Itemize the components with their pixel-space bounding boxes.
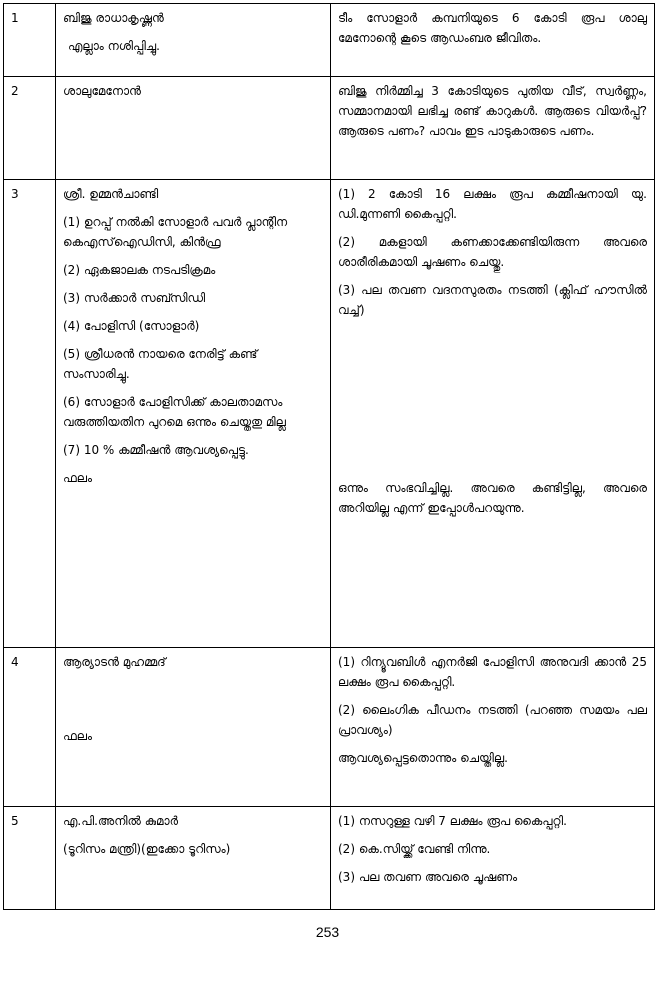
description-text: ബിജു നിർമ്മിച്ച 3 കോടിയുടെ പുതിയ വീട്, സ്വർണ്ണം, സമ്മാനമായി ലഭിച്ച രണ്ട് കാറുകൾ. ആരുടെ വിയർപ്പ്? ആരുടെ പണം? പാവം ഇട പാടുകാരുടെ പണം. (338, 84, 647, 138)
list-item: (3) സർക്കാർ സബ്സിഡി (63, 291, 206, 305)
list-item: (1) റിന്യൂവബിൾ എനർജി പോളിസി അനുവദി ക്കാൻ 25 ലക്ഷം രൂപ കൈപ്പറ്റി. (338, 655, 647, 689)
row-number: 1 (4, 4, 56, 77)
list-item: (7) 10 % കമ്മീഷൻ ആവശ്യപ്പെട്ടു. (63, 443, 249, 457)
person-cell (56, 77, 331, 180)
description-text: ടീം സോളാർ കമ്പനിയുടെ 6 കോടി രൂപ ശാലു മേനോന്റെ കൂടെ ആഡംബര ജീവിതം. (338, 11, 647, 45)
list-item: (1) 2 കോടി 16 ലക്ഷം രൂപ കമ്മീഷനായി യു. ഡി.മുന്നണി കൈപ്പറ്റി. (338, 187, 647, 221)
table-row (4, 807, 655, 910)
person-name: ശ്രീ. ഉമ്മൻചാണ്ടി (63, 187, 159, 201)
table-row (4, 77, 655, 180)
person-name: ബിജു രാധാകൃഷ്ണൻ (63, 11, 164, 25)
list-item: (1) നസറുള്ള വഴി 7 ലക്ഷം രൂപ കൈപ്പറ്റി. (338, 814, 567, 828)
table-row (4, 4, 655, 77)
person-cell (56, 807, 331, 910)
person-detail: (ടൂറിസം മന്ത്രി)(ഇക്കോ ടൂറിസം) (63, 842, 231, 856)
person-name: ആര്യാടൻ മുഹമ്മദ് (63, 655, 166, 669)
person-cell (56, 4, 331, 77)
row-number: 3 (4, 180, 56, 648)
table-row (4, 180, 655, 648)
list-item: (2) ലൈംഗിക പീഡനം നടത്തി (പറഞ്ഞ സമയം പല പ്രാവശ്യം) (338, 703, 647, 737)
spacer (63, 680, 323, 726)
description-cell (331, 807, 655, 910)
description-cell (331, 77, 655, 180)
result-label: ഫലം (63, 729, 93, 743)
list-item: (4) പോളിസി (സോളാർ) (63, 319, 200, 333)
row-number: 2 (4, 77, 56, 180)
list-item: (3) പല തവണ വദനസുരതം നടത്തി (ക്ലിഫ് ഹൗസിൽ വച്ച്) (338, 283, 647, 317)
page-number: 253 (315, 924, 340, 940)
list-item: (3) പല തവണ അവരെ ചൂഷണം (338, 870, 518, 884)
description-cell (331, 648, 655, 807)
list-item: (1) ഉറപ്പ് നൽകി സോളാർ പവർ പ്ലാന്റിന കെഎസ്ഐഡിസി, കിൻഫ്ര (63, 215, 288, 249)
person-name: ശാലുമേനോൻ (63, 84, 141, 98)
list-item: (2) മകളായി കണക്കാക്കേണ്ടിയിരുന്ന അവരെ ശാരീരികമായി ചൂഷണം ചെയ്തു. (338, 235, 647, 269)
result-label: ഫലം (63, 471, 93, 485)
person-detail: എല്ലാം നശിപ്പിച്ചു. (68, 39, 160, 53)
row-number: 4 (4, 648, 56, 807)
list-item: (2) കെ.സിയ്ക്ക് വേണ്ടി നിന്നു. (338, 842, 491, 856)
result-text: ആവശ്യപ്പെട്ടതൊന്നും ചെയ്തില്ല. (338, 751, 508, 765)
evidence-table (3, 3, 655, 910)
spacer (338, 328, 647, 478)
result-text: ഒന്നും സംഭവിച്ചില്ല. അവരെ കണ്ടിട്ടില്ല, അവരെ അറിയില്ല എന്ന് ഇപ്പോൾപറയുന്നു. (338, 481, 647, 515)
person-cell (56, 180, 331, 648)
person-name: എ.പി.അനിൽ കുമാർ (63, 814, 178, 828)
row-number: 5 (4, 807, 56, 910)
table-row (4, 648, 655, 807)
list-item: (2) ഏകജാലക നടപടിക്രമം (63, 263, 216, 277)
description-cell (331, 180, 655, 648)
list-item: (6) സോളാർ പോളിസിക്ക് കാലതാമസം വരുത്തിയതിന പുറമെ ഒന്നും ചെയ്തതു മില്ല (63, 395, 286, 429)
list-item: (5) ശ്രീധരൻ നായരെ നേരിട്ട് കണ്ട് സംസാരിച്ചു. (63, 347, 258, 381)
description-cell (331, 4, 655, 77)
person-cell (56, 648, 331, 807)
